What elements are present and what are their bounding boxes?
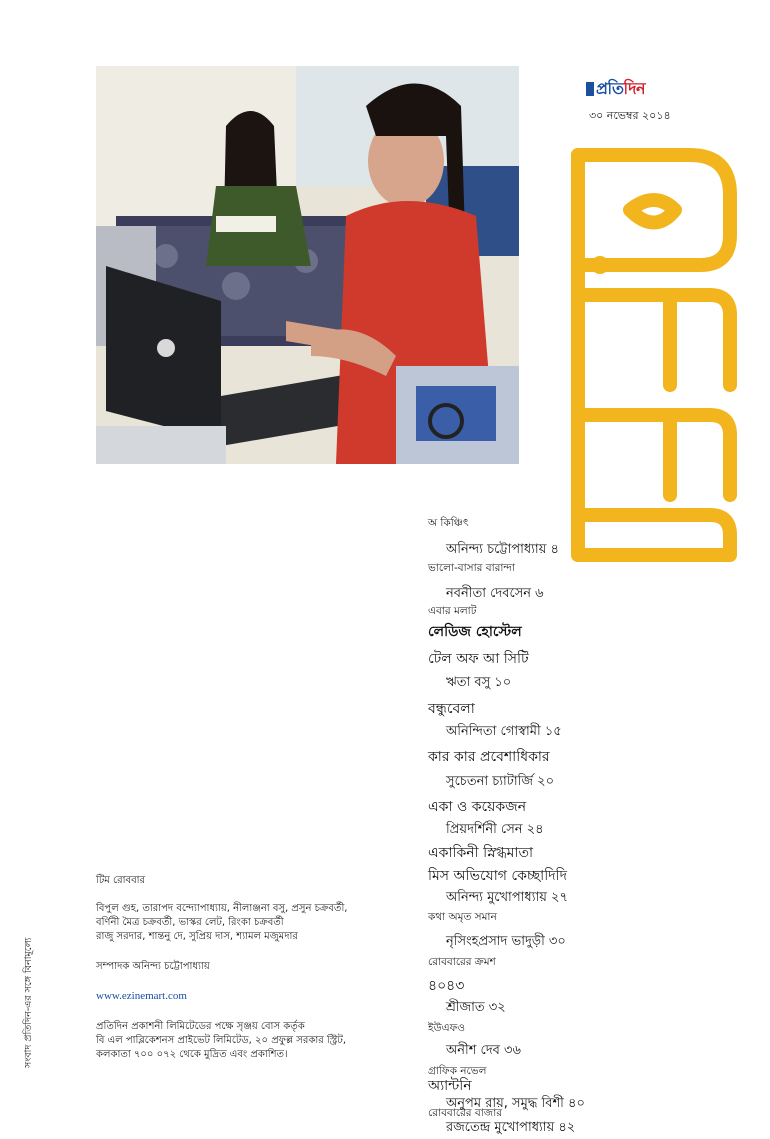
team-line: বিপুল গুহ, তারাপদ বন্দ্যোপাধ্যায়, নীলাঞ্জনা বসু, প্রসুন চক্রবর্তী, bbox=[96, 903, 348, 914]
toc-author: নবনীতা দেবসেন ৬ bbox=[446, 586, 544, 601]
toc-author: নৃসিংহপ্রসাদ ভাদুড়ী ৩০ bbox=[446, 934, 566, 949]
toc-cover-title: লেডিজ হোস্টেল bbox=[428, 624, 522, 640]
logo-text-red: দিন bbox=[623, 78, 646, 98]
toc-title: মিস অভিযোগ কেচ্ছাদিদি bbox=[428, 868, 567, 884]
issue-date: ৩০ নভেম্বর ২০১৪ bbox=[589, 109, 671, 122]
toc-section-label: ভালো-বাসার বারান্দা bbox=[428, 562, 515, 574]
masthead-title bbox=[560, 135, 750, 575]
newspaper-logo bbox=[586, 78, 645, 100]
toc-author: অনিন্দ্য চট্টোপাধ্যায় ৪ bbox=[446, 542, 559, 557]
logo-text-blue: প্রতি bbox=[596, 78, 624, 98]
toc-author: শ্রীজাত ৩২ bbox=[446, 1000, 506, 1015]
toc-title: বন্ধুবেলা bbox=[428, 701, 475, 717]
website-link[interactable]: www.ezinemart.com bbox=[96, 990, 187, 1002]
cover-photo bbox=[96, 66, 519, 464]
logo-text bbox=[596, 76, 645, 103]
toc-author: প্রিয়দর্শিনী সেন ২৪ bbox=[446, 822, 544, 837]
toc-author: অনিন্দ্য মুখোপাধ্যায় ২৭ bbox=[446, 890, 568, 905]
vertical-supplement-note: সংবাদ প্রতিদিন-এর সঙ্গে বিনামূল্যে bbox=[23, 937, 34, 1068]
toc-title: টেল অফ আ সিটি bbox=[428, 651, 529, 667]
toc-title: অ্যান্টনি bbox=[428, 1078, 472, 1094]
editor-credit: সম্পাদক অনিন্দ্য চট্টোপাধ্যায় bbox=[96, 961, 210, 972]
team-line: রাজু সরদার, শান্তনু দে, সুপ্রিয় দাস, শ্যামল মজুমদার bbox=[96, 931, 298, 942]
team-label: টিম রোববার bbox=[96, 875, 146, 886]
toc-title: ৪০৪৩ bbox=[428, 978, 465, 994]
masthead-wordmark-icon bbox=[560, 135, 750, 575]
toc-author: ঋতা বসু ১০ bbox=[446, 675, 512, 690]
toc-section-label: ইউএফও bbox=[428, 1022, 466, 1034]
toc-section-label: কথা অমৃত সমান bbox=[428, 911, 497, 923]
toc-section-label: অ কিঞ্চিৎ bbox=[428, 517, 469, 529]
toc-title: একাকিনী স্নিগ্ধমাতা bbox=[428, 845, 534, 861]
toc-author: অনিন্দিতা গোস্বামী ১৫ bbox=[446, 724, 562, 739]
toc-author: রজতেন্দ্র মুখোপাধ্যায় ৪২ bbox=[446, 1120, 576, 1135]
toc-author: অনীশ দেব ৩৬ bbox=[446, 1043, 521, 1058]
publisher-line: কলকাতা ৭০০ ০৭২ থেকে মুদ্রিত এবং প্রকাশিত। bbox=[96, 1049, 288, 1060]
publisher-line: প্রতিদিন প্রকাশনী লিমিটেডের পক্ষে সৃঞ্জয় বোস কর্তৃক bbox=[96, 1021, 305, 1032]
toc-author: অনুপম রায়, সমুদ্ধ বিশী ৪০ bbox=[446, 1096, 585, 1111]
publisher-line: বি এল পাব্লিকেশনস প্রাইভেট লিমিটেড, ২০ প্রফুল্ল সরকার স্ট্রিট, bbox=[96, 1035, 347, 1046]
toc-title: কার কার প্রবেশাধিকার bbox=[428, 749, 550, 765]
toc-section-label: গ্রাফিক নভেল bbox=[428, 1065, 487, 1077]
toc-author: সুচেতনা চ্যাটার্জি ২০ bbox=[446, 774, 555, 789]
toc-title: একা ও কয়েকজন bbox=[428, 799, 527, 815]
logo-mark-icon bbox=[586, 82, 594, 96]
toc-section-label: এবার মলাট bbox=[428, 605, 477, 617]
hostel-students-photo-icon bbox=[96, 66, 519, 464]
toc-section-label: রোববারের বাজার bbox=[428, 1107, 503, 1119]
toc-section-label: রোববারের ক্রমশ bbox=[428, 956, 496, 968]
team-line: বর্ণিনী মৈত্র চক্রবর্তী, ভাস্কর লেট, রিংকা চক্রবর্তী bbox=[96, 917, 284, 928]
